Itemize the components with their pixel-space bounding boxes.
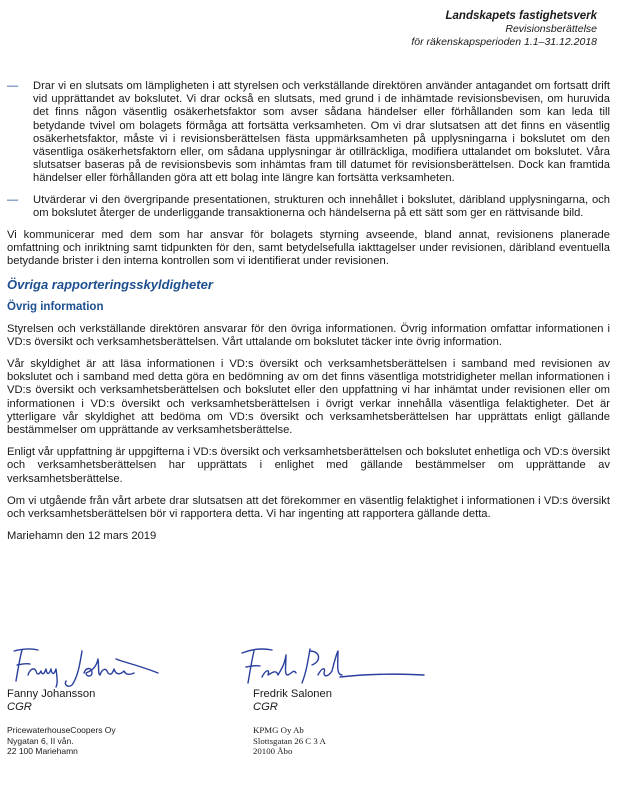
signatory-address xyxy=(7,725,116,757)
other-info-paragraph: Om vi utgående från vårt arbete drar slutsatsen att det förekommer en väsentlig felaktighet i informationen i VD:s översikt och verksamhetsberättelsen bör vi rapportera detta. Vi har ingenting att rapportera gällande detta. xyxy=(7,494,610,521)
firm-street: Slottsgatan 26 C 3 A xyxy=(253,735,326,746)
bullet-item xyxy=(7,80,610,186)
firm-city: 22 100 Mariehamn xyxy=(7,746,78,756)
signatory-address xyxy=(253,725,326,757)
dash-bullet-icon: — xyxy=(7,80,19,92)
bullet-text: Drar vi en slutsats om lämpligheten i att styrelsen och verkställande direktören använder antagandet om fortsatt drift vid upprättandet av bokslutet. Vi drar också en slutsats, med grund i de inhämtade revisionsbevisen, om huruvida det finns någon väsentlig osäkerhetsfaktor som avser sådana händelser eller förhållanden som kan leda till betydande tvivel om bolagets förmåga att fortsätta verksamheten. Om vi drar slutsatsen att det finns en väsentlig osäkerhetsfaktor, måste vi i revisionsberättelsen fästa uppmärksamheten på upplysningarna i bokslutet om den väsentliga osäkerhetsfaktorn eller, om sådana upplysningar är otillräckliga, modifiera uttalandet om bokslutet. Våra slutsatser baseras på de revisionsbevis som inhämtas fram till datumet för revisionsberättelsen. Dock kan framtida händelser eller förhållanden göra att ett bolag inte längre kan fortsätta verksamheten. xyxy=(33,80,610,185)
signature-fredrik-salonen xyxy=(228,645,428,687)
firm-name: KPMG Oy Ab xyxy=(253,725,304,735)
bullet-text: Utvärderar vi den övergripande presentationen, strukturen och innehållet i bokslutet, däribland upplysningarna, och om bokslutet återger de underliggande transaktionerna och händelserna på ett sätt som ger en rättvisande bild. xyxy=(33,193,610,219)
signatory-name: Fredrik Salonen xyxy=(253,688,332,700)
header-organization: Landskapets fastighetsverk xyxy=(445,10,597,22)
bullet-item xyxy=(7,194,610,220)
firm-name: PricewaterhouseCoopers Oy xyxy=(7,725,116,735)
communication-paragraph: Vi kommunicerar med dem som har ansvar för bolagets styrning avseende, bland annat, revisionens planerade omfattning och inriktning samt tidpunkten för den, samt betydelsefulla iakttagelser under revisionen, däribland eventuella betydande brister i den interna kontrollen som vi identifierat under revisionen. xyxy=(7,229,610,268)
section-heading: Övriga rapporteringsskyldigheter xyxy=(7,276,213,292)
signature-fanny-johansson xyxy=(8,645,168,689)
header-document-title: Revisionsberättelse xyxy=(505,23,597,35)
dash-bullet-icon: — xyxy=(7,193,19,206)
place-and-date: Mariehamn den 12 mars 2019 xyxy=(7,530,157,543)
other-info-paragraph: Styrelsen och verkställande direktören ansvarar för den övriga informationen. Övrig information omfattar informationen i VD:s översikt och verksamhetsberättelsen. Vårt uttalande om bokslutet täcker inte övrig information. xyxy=(7,322,610,348)
other-info-paragraph: Enligt vår uppfattning är uppgifterna i VD:s översikt och verksamhetsberättelsen och bokslutet enhetliga och VD:s översikt och verksamhetsberättelsen har upprättats i enlighet med gällande bestämmelser om upprättande av verksamhetsberättelse. xyxy=(7,446,610,485)
document-body xyxy=(7,80,610,543)
header-period: för räkenskapsperioden 1.1–31.12.2018 xyxy=(411,36,597,48)
signatory-role: CGR xyxy=(7,701,32,713)
page-header xyxy=(411,10,597,49)
firm-street: Nygatan 6, II vån. xyxy=(7,735,74,746)
signatory-name: Fanny Johansson xyxy=(7,688,96,700)
subsection-heading: Övrig information xyxy=(7,300,104,313)
other-info-paragraph: Vår skyldighet är att läsa informationen i VD:s översikt och verksamhetsberättelsen i samband med revisionen av bokslutet och i samband med detta göra en bedömning av om det finns väsentliga motstridigheter mellan informationen i VD:s översikt och verksamhetsberättelsen och bokslutet eller den uppfattning vi har inhämtat under revisionen eller om informationen i VD:s översikt och verksamhetsberättelsen i övrigt verkar innehålla väsentliga felaktigheter. Det är ytterligare vår skyldighet att bedöma om VD:s översikt och verksamhetsberättelsen har upprättats enligt gällande bestämmelser om upprättande av verksamhetsberättelse. xyxy=(7,358,610,437)
firm-city: 20100 Åbo xyxy=(253,746,293,756)
signatory-role: CGR xyxy=(253,701,278,713)
